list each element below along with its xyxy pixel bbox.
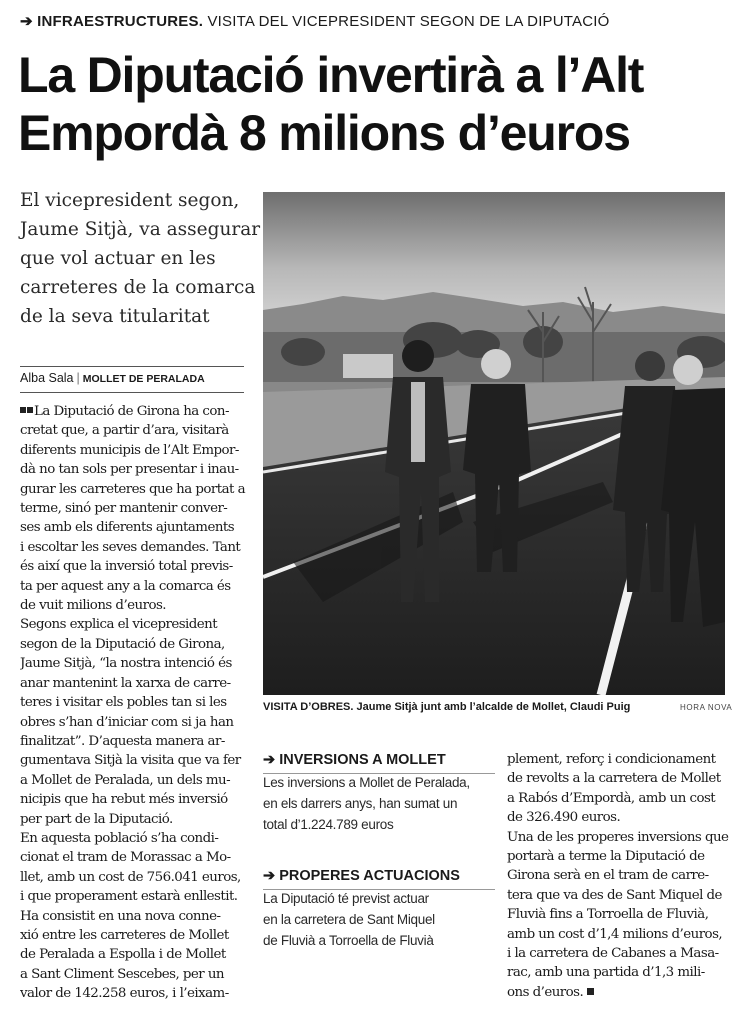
sidebar-line: en els darrers anys, han sumat un — [263, 796, 458, 811]
sidebar-body — [263, 888, 495, 951]
body-line: cretat que, a partir d’ara, visitarà — [20, 423, 229, 439]
sidebar-heading — [263, 868, 495, 884]
sidebar-line: total d’1.224.789 euros — [263, 817, 394, 832]
headline-line: Empordà 8 milions d’euros — [18, 105, 630, 161]
sidebar-line: en la carretera de Sant Miquel — [263, 912, 435, 927]
body-line: gumentava Sitjà la visita que va fer — [20, 753, 241, 769]
deck-line: El vicepresident segon, — [20, 190, 240, 211]
body-line — [507, 983, 733, 1002]
body-line: cionat el tram de Morassac a Mo- — [20, 850, 231, 866]
sidebar-line: Les inversions a Mollet de Peralada, — [263, 775, 470, 790]
body-line: de 326.490 euros. — [507, 810, 621, 826]
body-line: a Sant Climent Sescebes, per un — [20, 966, 224, 982]
body-line: i que properament estarà enllestit. — [20, 889, 238, 905]
kicker-text: VISITA DEL VICEPRESIDENT SEGON DE LA DIPUTACIÓ — [207, 13, 610, 30]
byline-author: Alba Sala — [20, 371, 74, 385]
sidebar-title: PROPERES ACTUACIONS — [279, 868, 460, 884]
byline-divider — [20, 366, 244, 367]
paragraph-marker-icon — [20, 407, 26, 413]
body-line: tera que va des de Sant Miquel de — [507, 887, 722, 903]
body-line: obres s’han d’iniciar com si ja han — [20, 714, 234, 730]
body-line: dà no tan sols per presentar i inau- — [20, 462, 239, 478]
paragraph-marker-icon — [27, 407, 33, 413]
body-line: segon de la Diputació de Girona, — [20, 636, 225, 652]
body-line: i la carretera de Cabanes a Masa- — [507, 946, 719, 962]
body-line: gurar les carreteres que ha portat a — [20, 481, 246, 497]
sidebar-line: La Diputació té previst actuar — [263, 891, 429, 906]
caption-text: Jaume Sitjà junt amb l’alcalde de Mollet, Claudi Puig — [356, 701, 631, 713]
sidebar-divider — [263, 889, 495, 890]
arrow-icon: ➔ — [20, 13, 33, 30]
body-line: Ha consistit en una nova conne- — [20, 908, 221, 924]
body-line — [20, 402, 246, 421]
deck-line: que vol actuar en les — [20, 248, 216, 269]
body-text: ons d’euros. — [507, 984, 584, 1000]
body-line: llet, amb un cost de 756.041 euros, — [20, 869, 241, 885]
body-line: Segons explica el vicepresident — [20, 617, 218, 633]
article-deck — [20, 186, 261, 331]
body-line: ta per aquest any a la comarca és — [20, 578, 231, 594]
body-line: diferents municipis de l’Alt Empor- — [20, 442, 239, 458]
photo-caption — [263, 701, 725, 713]
sidebar-heading — [263, 752, 495, 768]
body-line: plement, reforç i condicionament — [507, 752, 716, 767]
body-line: finalitzat”. D’aquesta manera ar- — [20, 733, 225, 749]
deck-line: Jaume Sitjà, va assegurar — [20, 219, 261, 240]
body-line: de revolts a la carretera de Mollet — [507, 771, 721, 787]
body-line: i escoltar les seves demandes. Tant — [20, 539, 241, 555]
body-line: terme, sinó per mantenir conver- — [20, 501, 228, 517]
body-line: rac, amb una partida d’1,3 mili- — [507, 965, 705, 981]
sidebar-inversions — [263, 752, 495, 835]
body-line: per part de la Diputació. — [20, 811, 173, 827]
byline-location: MOLLET DE PERALADA — [82, 373, 205, 385]
end-mark-icon — [587, 988, 594, 995]
body-line: portarà a terme la Diputació de — [507, 849, 705, 865]
body-line: a Mollet de Peralada, un dels mu- — [20, 772, 231, 788]
body-line: Girona serà en el tram de carre- — [507, 868, 709, 884]
byline-separator: | — [76, 371, 80, 385]
body-line: Jaume Sitjà, “la nostra intenció és — [20, 656, 232, 672]
sidebar-line: de Fluvià a Torroella de Fluvià — [263, 933, 434, 948]
sidebar-divider — [263, 773, 495, 774]
sidebar-body — [263, 772, 495, 835]
body-text: La Diputació de Girona ha con- — [34, 404, 229, 419]
arrow-icon: ➔ — [263, 868, 276, 884]
body-line: amb un cost d’1,4 milions d’euros, — [507, 926, 723, 942]
sidebar-title: INVERSIONS A MOLLET — [279, 752, 446, 768]
section-kicker — [20, 12, 610, 30]
photo-illustration — [263, 192, 725, 695]
article-photo — [263, 192, 725, 695]
body-line: Una de les properes inversions que — [507, 829, 729, 845]
body-line: de Peralada a Espolla i de Mollet — [20, 947, 226, 963]
body-column-3 — [507, 750, 733, 1002]
arrow-icon: ➔ — [263, 752, 276, 768]
article-headline — [18, 46, 728, 162]
deck-line: de la seva titularitat — [20, 306, 210, 327]
body-line: En aquesta població s’ha condi- — [20, 830, 219, 846]
body-line: teres i visitar els pobles tan si les — [20, 695, 227, 711]
body-line: Fluvià fins a Torroella de Fluvià, — [507, 907, 709, 923]
deck-line: carreteres de la comarca — [20, 277, 256, 298]
section-label: INFRAESTRUCTURES. — [37, 13, 204, 30]
byline — [20, 371, 205, 385]
body-line: xió entre les carreteres de Mollet — [20, 927, 229, 943]
headline-line: La Diputació invertirà a l’Alt — [18, 47, 644, 103]
body-line: a Rabós d’Empordà, amb un cost — [507, 790, 716, 806]
byline-divider — [20, 392, 244, 393]
photo-credit: HORA NOVA — [680, 703, 733, 712]
body-line: ses amb els diferents ajuntaments — [20, 520, 235, 536]
body-line: és així que la inversió total previs- — [20, 559, 233, 575]
body-line: valor de 142.258 euros, i l’eixam- — [20, 986, 229, 1002]
caption-title: VISITA D’OBRES. — [263, 701, 354, 713]
body-column-1 — [20, 402, 246, 1004]
sidebar-actuacions — [263, 868, 495, 951]
body-line: anar mantenint la xarxa de carre- — [20, 675, 231, 691]
body-line: de vuit milions d’euros. — [20, 598, 166, 614]
body-line: nicipis que ha rebut més inversió — [20, 792, 228, 808]
